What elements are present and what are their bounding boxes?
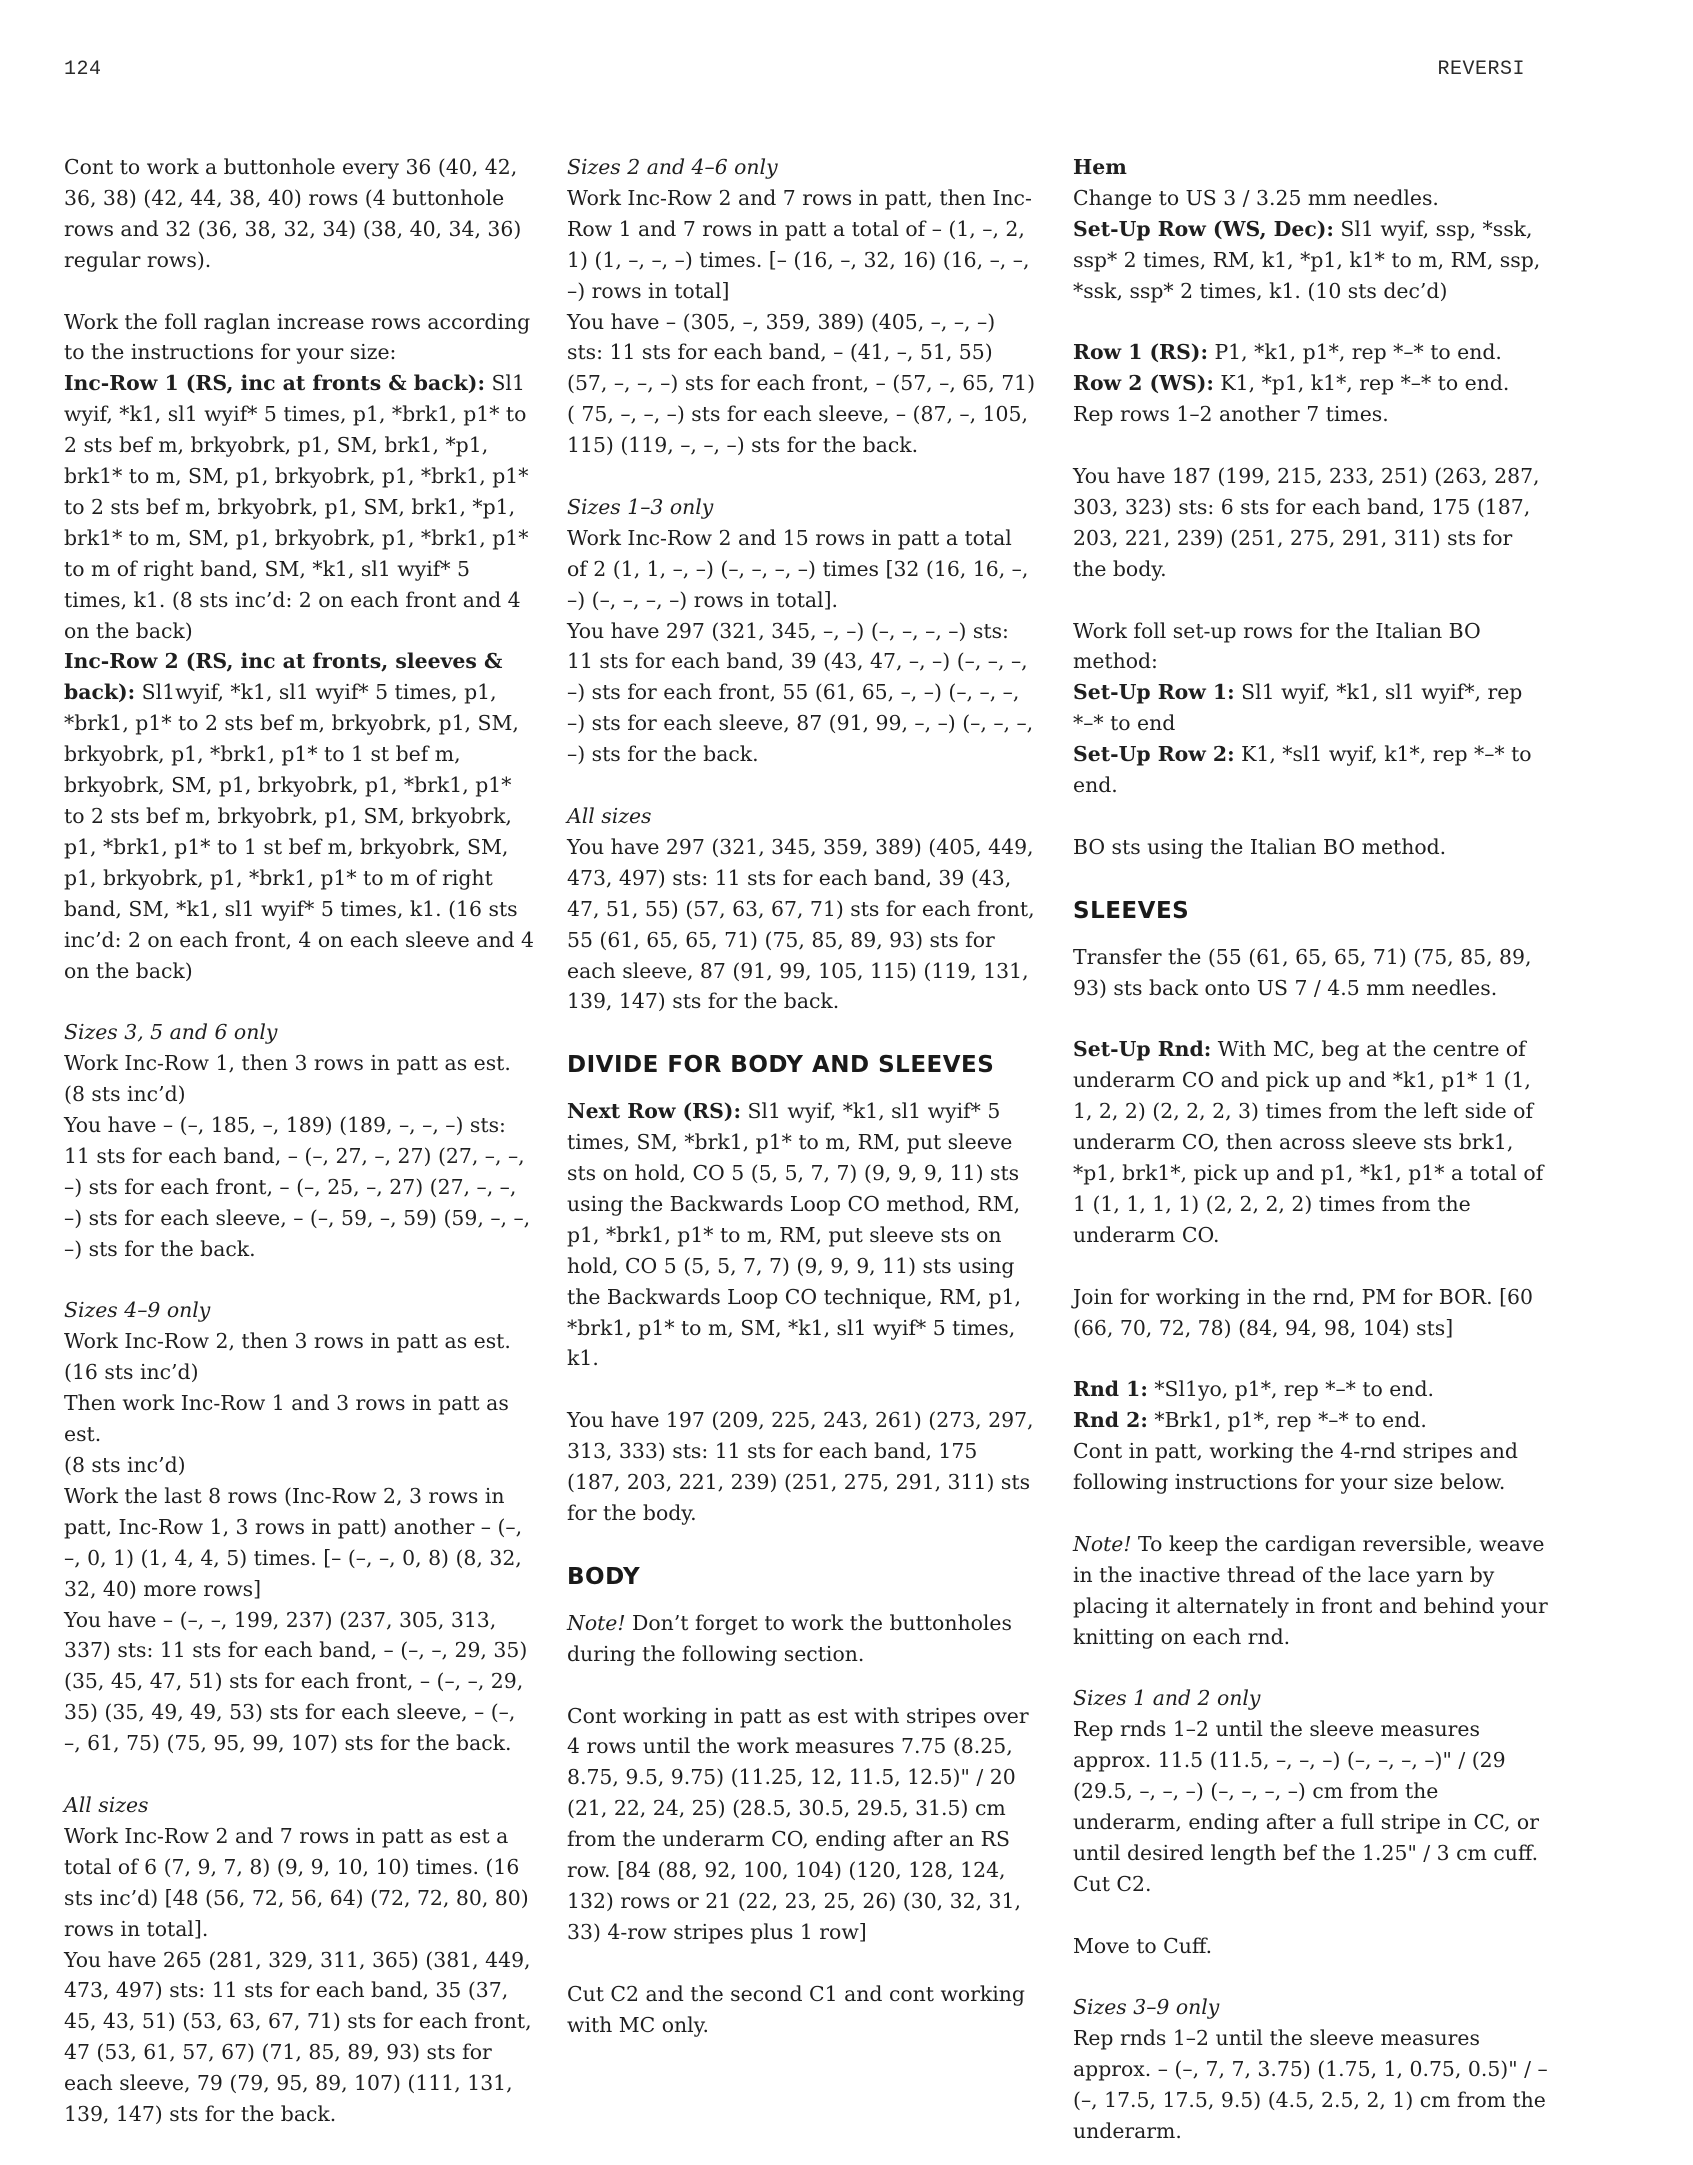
instruction-text: *Sl1yo, p1*, rep *–* to end. [1147,1377,1435,1402]
instruction-label: Row 1 (RS): [1073,340,1208,365]
instruction-line: Work Inc-Row 2, then 3 rows in patt as est. [64,1329,511,1354]
instruction-text: Sl1 wyif, *k1, sl1 wyif* 5 times, p1, *brk1, p1* to 2 sts bef m, brkyobrk, p1, SM, brk1, *p1, brk1* to m, SM, p1, brkyobrk, p1, *brk1, p1* to 2 sts bef m, brkyobrk, p1, SM, brk1, *p1, brk1* to m, SM, p1, brkyobrk, p1, *brk1, p1* to m of right band, SM, *k1, sl1 wyif* 5 times, k1. (8 sts inc’d: 2 on each front and 4 on the back) [64,371,529,643]
instruction-line: You have – (–, –, 199, 237) (237, 305, 313, 337) sts: 11 sts for each band, – (–, –, 29, 35) (35, 45, 47, 51) sts for each front, – (–, –, 29, 35) (35, 49, 49, 53) sts for each sleeve, – (–, –, 61, 75) (75, 95, 99, 107) sts for the back. [64,1607,528,1756]
instruction-line: You have 265 (281, 329, 311, 365) (381, 449, 473, 497) sts: 11 sts for each band, 35 (37, 45, 43, 51) (53, 63, 67, 71) sts for each front, 47 (53, 61, 57, 67) (71, 85, 89, 93) sts for each sleeve, 79 (79, 95, 89, 107) (111, 131, 139, 147) sts for the back. [64,1947,532,2127]
paragraph: Join for working in the rnd, PM for BOR. [60 (66, 70, 72, 78) (84, 94, 98, 104) sts] [1073,1284,1533,1340]
size-heading: Sizes 2 and 4–6 only [567,155,778,179]
size-section [1073,1992,1548,2147]
instruction-label: Rnd 2: [1073,1408,1148,1433]
instruction-line: Work foll set-up rows for the Italian BO method: [1073,618,1481,674]
note-text: Don’t forget to work the buttonholes during the following section. [567,1610,1012,1666]
note [1073,1529,1548,1653]
paragraph: Cut C2 and the second C1 and cont working with MC only. [567,1981,1025,2037]
instruction-label: Set-Up Row 1: [1073,680,1235,705]
section-heading-divide: DIVIDE FOR BODY AND SLEEVES [567,1052,995,1079]
size-heading: Sizes 3–9 only [1073,1995,1220,2020]
instruction-line: Then work Inc-Row 1 and 3 rows in patt as est. [64,1391,509,1447]
subheading-hem: Hem [1073,155,1127,179]
instruction-label: Inc-Row 1 (RS, inc at fronts & back): [64,371,485,396]
instruction-line [1073,214,1548,307]
instruction-setup-rnd [1073,1034,1548,1250]
paragraph: BO sts using the Italian BO method. [1073,834,1447,859]
instruction-text: *Brk1, p1*, rep *–* to end. [1147,1408,1427,1433]
instruction-line [1073,1405,1548,1436]
text-column-1 [64,152,534,2130]
size-section [64,1295,534,1759]
instruction-line: Work the last 8 rows (Inc-Row 2, 3 rows in patt, Inc-Row 1, 3 rows in patt) another – (–, –, 0, 1) (1, 4, 4, 5) times. [– (–, –, 0, 8) (8, 32, 32, 40) more rows] [64,1483,523,1601]
instruction-text: K1, *sl1 wyif, k1*, rep *–* to end. [1073,742,1532,798]
instruction-line: Work Inc-Row 2 and 7 rows in patt as est a total of 6 (7, 9, 7, 8) (9, 9, 10, 10) times. (16 sts inc’d) [48 (56, 72, 56, 64) (72, 72, 80, 80) rows in total]. [64,1823,529,1941]
instruction-label: Set-Up Rnd: [1073,1037,1212,1062]
instruction-label: Set-Up Row (WS, Dec): [1073,216,1334,241]
hem-section [1073,152,1548,307]
size-heading: All sizes [64,1792,149,1817]
size-heading: Sizes 3, 5 and 6 only [64,1020,278,1045]
size-section [1073,1683,1548,1899]
paragraph: Cont to work a buttonhole every 36 (40, 42, 36, 38) (42, 44, 38, 40) rows (4 buttonhole rows and 32 (36, 38, 32, 34) (38, 40, 34, 36) regular rows). [64,155,522,272]
instruction-inc-row-2 [64,646,534,986]
instruction-text: K1, *p1, k1*, rep *–* to end. [1213,371,1510,396]
page-number: 124 [64,58,102,81]
paragraph: Transfer the (55 (61, 65, 65, 71) (75, 85, 89, 93) sts back onto US 7 / 4.5 mm needles. [1073,944,1532,1000]
size-section [567,152,1037,461]
note-text: To keep the cardigan reversible, weave in the inactive thread of the lace yarn by placing it alternately in front and behind your knitting on each rnd. [1073,1531,1548,1649]
instruction-label: Row 2 (WS): [1073,371,1214,396]
instruction-line: You have – (–, 185, –, 189) (189, –, –, –) sts: 11 sts for each band, – (–, 27, –, 27) (27, –, –, –) sts for each front, – (–, 25, –, 27) (27, –, –, –) sts for each sleeve, – (–, 59, –, 59) (59, –, –, –) sts for the back. [64,1113,531,1261]
setup-section [1073,616,1548,801]
size-section [64,1790,534,2130]
instruction-line: Rep rnds 1–2 until the sleeve measures approx. – (–, 7, 7, 3.75) (1.75, 1, 0.75, 0.5)" / – (–, 17.5, 17.5, 9.5) (4.5, 2.5, 2, 1) cm from the underarm. [1073,2026,1548,2143]
instruction-line [1073,1374,1548,1405]
note-label: Note! [567,1610,626,1635]
instruction-line: (8 sts inc’d) [64,1453,186,1478]
instruction-label: Set-Up Row 2: [1073,742,1235,767]
instruction-text: Sl1 wyif, *k1, sl1 wyif*, rep *–* to end [1073,680,1523,736]
note-label: Note! [1073,1531,1132,1556]
paragraph: Work the foll raglan increase rows according to the instructions for your size: [64,309,531,365]
text-column-2 [567,152,1037,2040]
instruction-line: Rep rows 1–2 another 7 times. [1073,402,1389,427]
size-heading: Sizes 4–9 only [64,1298,211,1323]
instruction-text: With MC, beg at the centre of underarm CO and pick up and *k1, p1* 1 (1, 1, 2, 2) (2, 2, 2, 3) times from the left side of underarm CO, then across sleeve sts brk1, *p1, brk1*, pick up and p1, *k1, p1* a total of 1 (1, 1, 1, 1) (2, 2, 2, 2) times from the underarm CO. [1073,1037,1544,1247]
size-section [567,492,1037,770]
instruction-text: Sl1 wyif, *k1, sl1 wyif* 5 times, SM, *brk1, p1* to m, RM, put sleeve sts on hold, CO 5 (5, 5, 7, 7) (9, 9, 9, 11) sts using the Backwards Loop CO method, RM, p1, *brk1, p1* to m, RM, put sleeve sts on hold, CO 5 (5, 5, 7, 7) (9, 9, 9, 11) sts using the Backwards Loop CO technique, RM, p1, *brk1, p1* to m, SM, *k1, sl1 wyif* 5 times, k1. [567,1099,1021,1371]
paragraph: Cont working in patt as est with stripes over 4 rows until the work measures 7.75 (8.25, 8.75, 9.5, 9.75) (11.25, 12, 11.5, 12.5)" / 20 (21, 22, 24, 25) (28.5, 30.5, 29.5, 31.5) cm from the underarm CO, ending after an RS row. [84 (88, 92, 100, 104) (120, 128, 124, 132) rows or 21 (22, 23, 25, 26) (30, 32, 31, 33) 4-row stripes plus 1 row] [567,1703,1029,1944]
instruction-line: (8 sts inc’d) [64,1082,186,1107]
paragraph: You have 197 (209, 225, 243, 261) (273, 297, 313, 333) sts: 11 sts for each band, 175 (187, 203, 221, 239) (251, 275, 291, 311) sts for the body. [567,1408,1034,1525]
rounds-section [1073,1374,1548,1498]
instruction-line: Change to US 3 / 3.25 mm needles. [1073,185,1439,210]
running-title: REVERSI [1437,58,1525,81]
instruction-text: P1, *k1, p1*, rep *–* to end. [1207,340,1502,365]
instruction-text: Sl1wyif, *k1, sl1 wyif* 5 times, p1, *brk1, p1* to 2 sts bef m, brkyobrk, p1, SM, brkyobrk, p1, *brk1, p1* to 1 st bef m, brkyobrk, SM, p1, brkyobrk, p1, *brk1, p1* to 2 sts bef m, brkyobrk, p1, SM, brkyobrk, p1, *brk1, p1* to 1 st bef m, brkyobrk, SM, p1, brkyobrk, p1, *brk1, p1* to m of right band, SM, *k1, sl1 wyif* 5 times, k1. (16 sts inc’d: 2 on each front, 4 on each sleeve and 4 on the back) [64,680,535,983]
text-column-3 [1073,152,1548,2147]
instruction-text: Sl1 wyif, ssp, *ssk, ssp* 2 times, RM, k1, *p1, k1* to m, RM, ssp, *ssk, ssp* 2 times, k1. (10 sts dec’d) [1073,216,1541,303]
instruction-inc-row-1 [64,368,534,646]
paragraph: You have 187 (199, 215, 233, 251) (263, 287, 303, 323) sts: 6 sts for each band, 175 (187, 203, 221, 239) (251, 275, 291, 311) sts for the body. [1073,464,1540,581]
instruction-line [1073,677,1548,739]
instruction-next-row [567,1096,1037,1374]
size-section [64,1017,534,1264]
note [567,1608,1037,1670]
section-heading-body: BODY [567,1563,641,1590]
instruction-label: Next Row (RS): [567,1099,741,1124]
instruction-line: Cont in patt, working the 4-rnd stripes and following instructions for your size below. [1073,1439,1518,1495]
size-heading: Sizes 1–3 only [567,494,714,519]
instruction-line: Work Inc-Row 2 and 7 rows in patt, then Inc-Row 1 and 7 rows in patt a total of – (1, –, 2, 1) (1, –, –, –) times. [– (16, –, 32, 16) (16, –, –, –) rows in total] [567,185,1032,303]
paragraph: Move to Cuff. [1073,1933,1213,1958]
instruction-line: Work Inc-Row 2 and 15 rows in patt a total of 2 (1, 1, –, –) (–, –, –, –) times [32 (16, 16, –, –) (–, –, –, –) rows in total]. [567,525,1029,612]
instruction-label: Rnd 1: [1073,1377,1148,1402]
instruction-line [1073,739,1548,801]
instruction-line [1073,368,1548,399]
instruction-line: Work Inc-Row 1, then 3 rows in patt as est. [64,1051,511,1076]
rows-section [1073,337,1548,430]
size-heading: Sizes 1 and 2 only [1073,1686,1261,1711]
instruction-line: You have – (305, –, 359, 389) (405, –, –, –) sts: 11 sts for each band, – (41, –, 51, 55) (57, –, –, –) sts for each front, – (57, –, 65, 71) ( 75, –, –, –) sts for each sleeve, – (87, –, 105, 115) (119, –, –, –) sts for the back. [567,309,1036,458]
instruction-line: You have 297 (321, 345, –, –) (–, –, –, –) sts: 11 sts for each band, 39 (43, 47, –, –) (–, –, –, –) sts for each front, 55 (61, 65, –, –) (–, –, –, –) sts for each sleeve, 87 (91, 99, –, –) (–, –, –, –) sts for the back. [567,618,1034,767]
instruction-line: Rep rnds 1–2 until the sleeve measures approx. 11.5 (11.5, –, –, –) (–, –, –, –)" / (29 (29.5, –, –, –) (–, –, –, –) cm from the underarm, ending after a full stripe in CC, or until desired length bef the 1.25" / 3 cm cuff. Cut C2. [1073,1717,1539,1896]
size-heading: All sizes [567,804,652,828]
instruction-label: Inc-Row 2 (RS, inc at fronts, sleeves & back): [64,649,503,705]
section-heading-sleeves: SLEEVES [1073,897,1190,924]
size-section [567,801,1037,1017]
instruction-line: You have 297 (321, 345, 359, 389) (405, 449, 473, 497) sts: 11 sts for each band, 39 (43, 47, 51, 55) (57, 63, 67, 71) sts for each front, 55 (61, 65, 65, 71) (75, 85, 89, 93) sts for each sleeve, 87 (91, 99, 105, 115) (119, 131, 139, 147) sts for the back. [567,834,1035,1014]
instruction-line: (16 sts inc’d) [64,1360,199,1385]
instruction-line [1073,337,1548,368]
